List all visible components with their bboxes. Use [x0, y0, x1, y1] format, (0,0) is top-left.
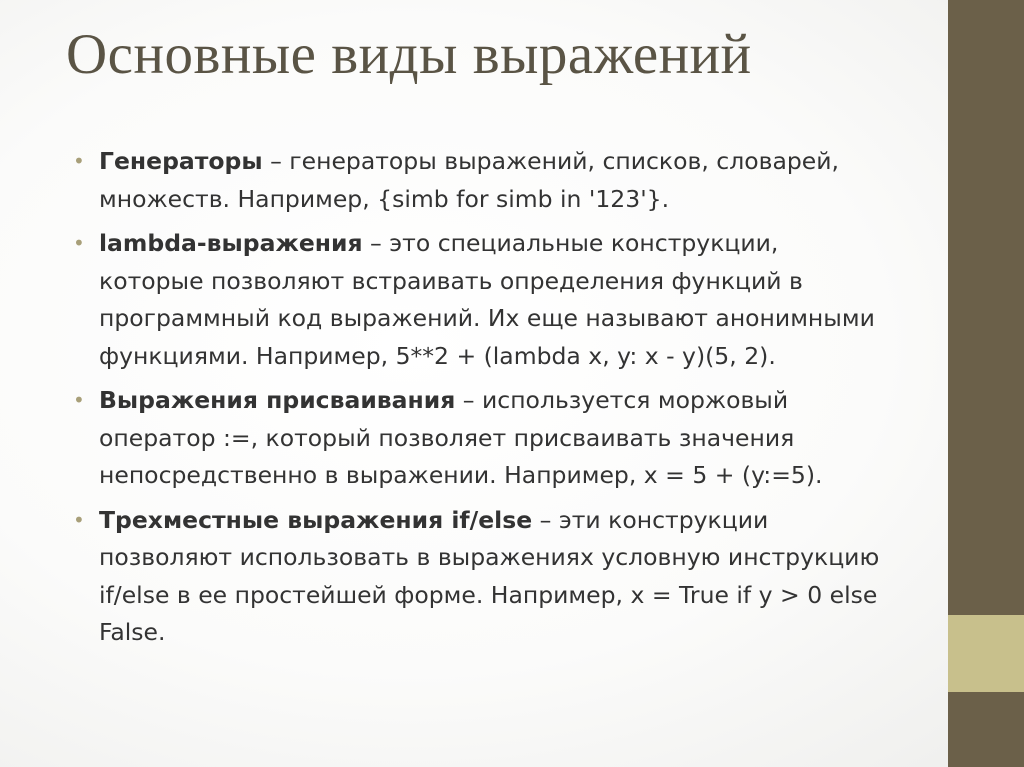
bullet-term: Генераторы — [99, 147, 263, 175]
sidebar-accent-block — [948, 615, 1024, 692]
bullet-item-generators — [70, 143, 890, 218]
bullet-dot-icon: • — [73, 231, 85, 255]
bullet-item-lambda — [70, 225, 890, 375]
bullet-list — [70, 143, 890, 659]
sidebar-bottom-block — [948, 692, 1024, 767]
bullet-text: – генераторы выражений, списков, словарей, множеств. Например, {simb for simb in '123'}. — [99, 147, 839, 213]
sidebar-top-block — [948, 0, 1024, 615]
bullet-text: – используется моржовый оператор :=, который позволяет присваивать значения непосредственно в выражении. Например, x = 5 + (y:=5). — [99, 386, 823, 489]
bullet-dot-icon: • — [73, 388, 85, 412]
bullet-item-assignment — [70, 382, 890, 495]
bullet-item-ternary — [70, 502, 890, 652]
slide-title: Основные виды выражений — [66, 23, 752, 86]
decorative-sidebar — [948, 0, 1024, 767]
bullet-dot-icon: • — [73, 507, 85, 532]
bullet-dot-icon: • — [73, 149, 85, 173]
bullet-text: – это специальные конструкции, которые позволяют встраивать определения функций в программный код выражений. Их еще называют анонимными функциями. Например, 5**2 + (lambda x, y: x - y)(5, 2). — [99, 229, 875, 370]
bullet-term: Трехместные выражения if/else — [99, 505, 533, 534]
bullet-term: Выражения присваивания — [99, 386, 456, 414]
bullet-text: – эти конструкции позволяют использовать в выражениях условную инструкцию if/else в ее простейшей форме. Например, x = True if y > 0 else False. — [99, 505, 880, 646]
bullet-term: lambda-выражения — [99, 229, 363, 257]
